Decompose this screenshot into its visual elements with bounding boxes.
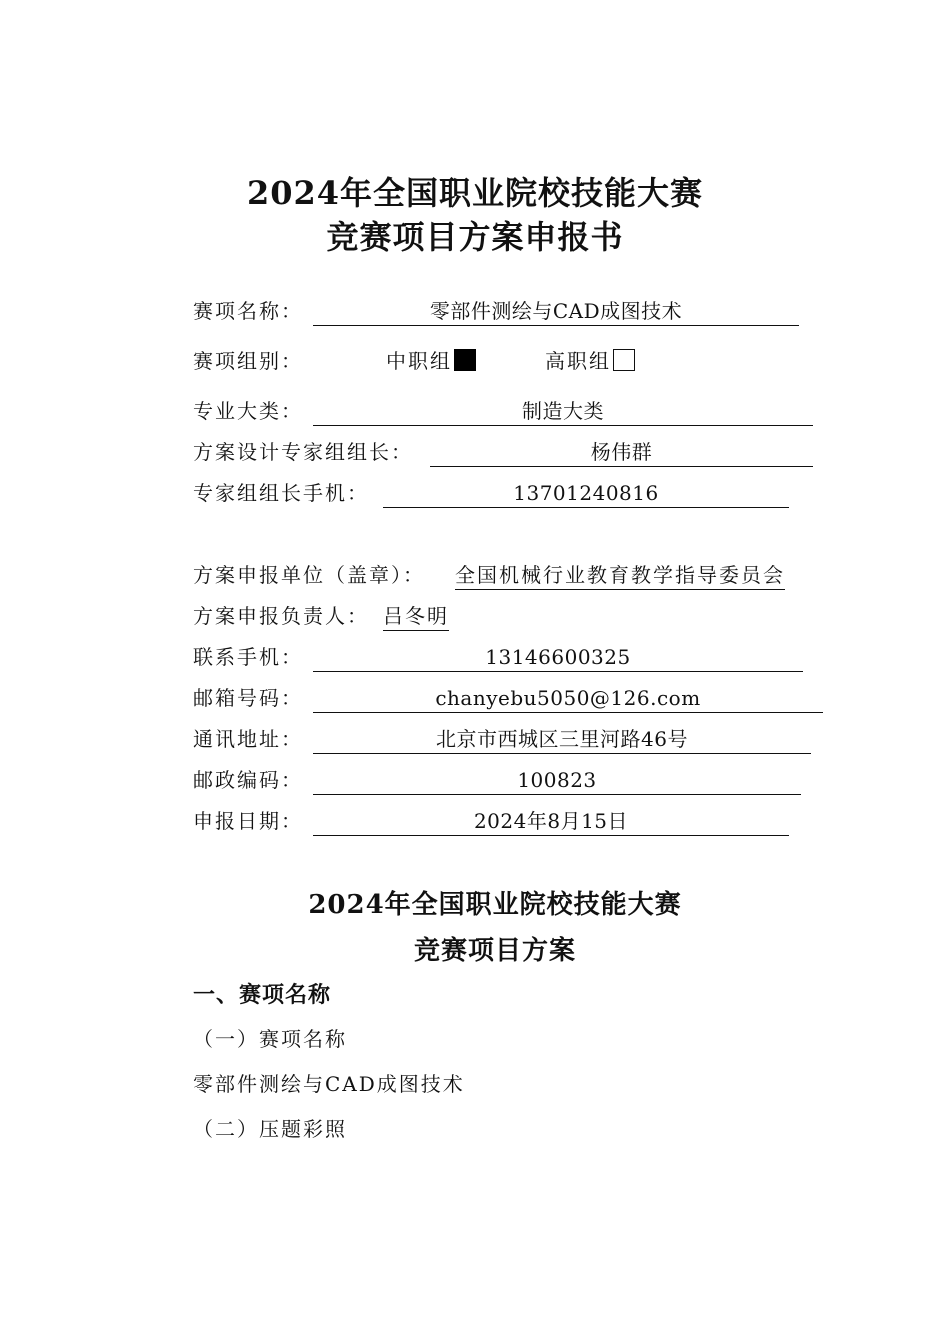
field-group <box>193 346 673 376</box>
expert-leader-value: 杨伟群 <box>430 437 813 467</box>
field-event-name <box>193 296 803 326</box>
group-label: 赛项组别： <box>193 349 303 373</box>
group-option-secondary-label: 中职组 <box>386 349 452 373</box>
postcode-value: 100823 <box>313 765 801 795</box>
field-applicant-unit <box>193 560 833 590</box>
subsection-text-1: 零部件测绘与CAD成图技术 <box>193 1072 465 1096</box>
field-expert-leader <box>193 437 818 467</box>
applicant-person-label: 方案申报负责人： <box>193 604 369 628</box>
date-label: 申报日期： <box>193 809 303 833</box>
applicant-unit-label: 方案申报单位（盖章）： <box>193 563 425 587</box>
group-option-higher[interactable] <box>545 346 635 376</box>
postcode-label: 邮政编码： <box>193 768 303 792</box>
contact-phone-label: 联系手机： <box>193 645 303 669</box>
address-label: 通讯地址： <box>193 727 303 751</box>
plan-title-line2: 竞赛项目方案 <box>413 936 576 966</box>
event-name-label: 赛项名称： <box>193 299 303 323</box>
expert-leader-label: 方案设计专家组组长： <box>193 440 413 464</box>
group-option-secondary[interactable] <box>386 346 476 376</box>
field-leader-phone <box>193 478 793 508</box>
subsection-heading-1: （一）赛项名称 <box>193 1027 347 1051</box>
section-heading: 一、赛项名称 <box>193 982 332 1008</box>
group-option-higher-label: 高职组 <box>545 349 611 373</box>
email-label: 邮箱号码： <box>193 686 303 710</box>
cover-title-line1: 2024年全国职业院校技能大赛 <box>246 174 704 212</box>
applicant-person-value: 吕冬明 <box>383 601 449 631</box>
email-value: chanyebu5050@126.com <box>313 683 823 713</box>
subsection-heading-2: （二）压题彩照 <box>193 1117 347 1141</box>
field-contact-phone <box>193 642 808 672</box>
field-applicant-person <box>193 601 593 631</box>
field-address <box>193 724 815 754</box>
plan-title-line1: 2024年全国职业院校技能大赛 <box>308 890 682 920</box>
contact-phone-value: 13146600325 <box>313 642 803 672</box>
field-email <box>193 683 825 713</box>
major-category-label: 专业大类： <box>193 399 303 423</box>
field-major-category <box>193 396 818 426</box>
field-date <box>193 806 793 836</box>
cover-title-line2: 竞赛项目方案申报书 <box>326 218 624 256</box>
event-name-value: 零部件测绘与CAD成图技术 <box>313 296 799 326</box>
applicant-unit-value: 全国机械行业教育教学指导委员会 <box>455 560 785 590</box>
major-category-value: 制造大类 <box>313 396 813 426</box>
leader-phone-value: 13701240816 <box>383 478 789 508</box>
checked-box-icon[interactable] <box>454 349 476 371</box>
leader-phone-label: 专家组组长手机： <box>193 481 369 505</box>
address-value: 北京市西城区三里河路46号 <box>313 724 811 754</box>
unchecked-box-icon[interactable] <box>613 349 635 371</box>
field-postcode <box>193 765 805 795</box>
date-value: 2024年8月15日 <box>313 806 789 836</box>
